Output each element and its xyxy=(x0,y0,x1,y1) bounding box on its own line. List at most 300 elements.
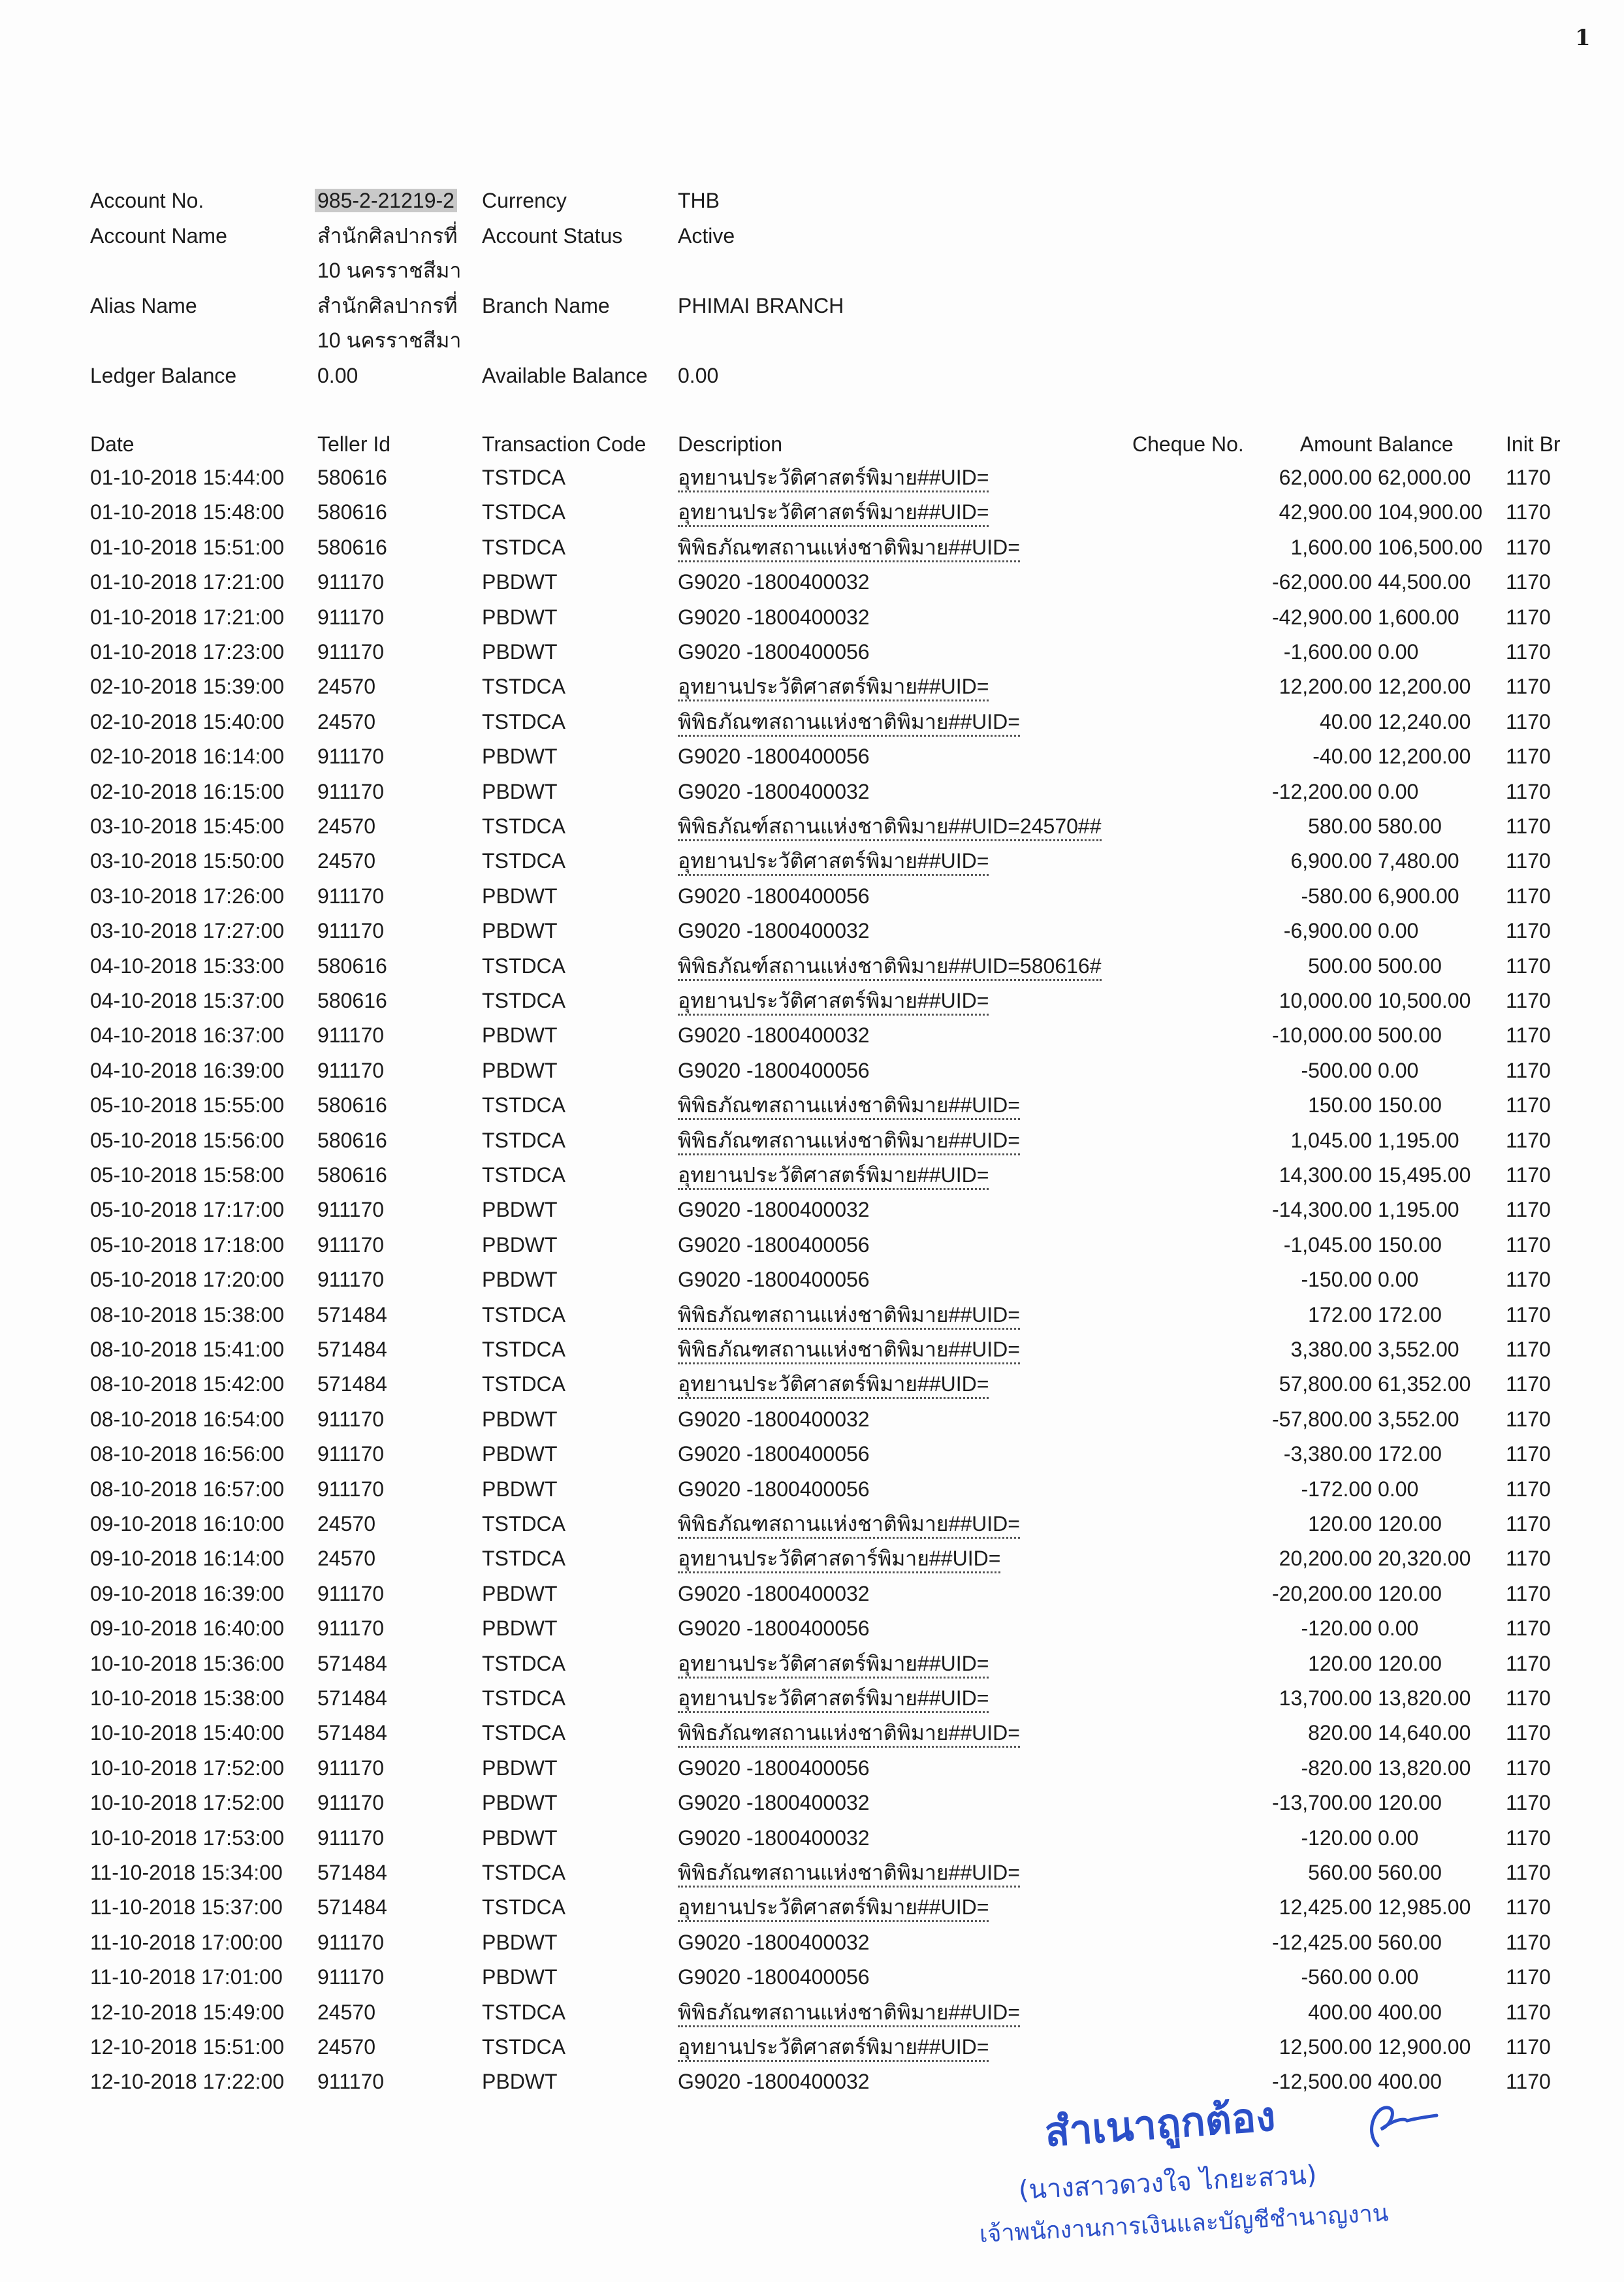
stamp-signer-name: (นางสาวดวงใจ ไกยะสวน) xyxy=(1017,2160,1318,2206)
cell-transaction-code: PBDWT xyxy=(482,1442,558,1466)
cell-date: 10-10-2018 15:38:00 xyxy=(90,1686,285,1710)
cell-teller-id: 911170 xyxy=(317,919,385,943)
cell-description xyxy=(678,953,1102,979)
cell-balance: 120.00 xyxy=(1378,1581,1442,1605)
cell-init-br: 1170 xyxy=(1506,1756,1551,1780)
cell-description: G9020 -1800400032 xyxy=(678,1825,870,1850)
cell-teller-id: 911170 xyxy=(317,1965,385,1989)
cell-date: 05-10-2018 15:56:00 xyxy=(90,1128,285,1152)
cell-teller-id: 911170 xyxy=(317,640,385,664)
description-text: อุทยานประวัติศาสตร์พิมาย##UID= xyxy=(678,1163,989,1190)
cell-teller-id: 24570 xyxy=(317,814,375,838)
alias-name-line2: 10 นครราชสีมา xyxy=(317,329,462,352)
page-number: 1 xyxy=(1575,25,1591,51)
cell-transaction-code: PBDWT xyxy=(482,1756,558,1780)
cell-balance: 3,552.00 xyxy=(1378,1338,1459,1361)
account-name-label: Account Name xyxy=(90,224,227,248)
cell-transaction-code: PBDWT xyxy=(482,1268,558,1292)
cell-balance: 12,985.00 xyxy=(1378,1895,1471,1920)
col-cheque: Cheque No. xyxy=(1132,432,1244,456)
cell-amount: -12,200.00 xyxy=(1271,779,1372,803)
cell-transaction-code: TSTDCA xyxy=(482,1372,565,1396)
cell-date: 12-10-2018 15:51:00 xyxy=(90,2035,285,2059)
cell-amount: 820.00 xyxy=(1308,1721,1372,1745)
cell-amount: 1,600.00 xyxy=(1290,535,1372,559)
cell-date: 08-10-2018 15:42:00 xyxy=(90,1372,285,1396)
cell-teller-id: 580616 xyxy=(317,1163,387,1187)
cell-transaction-code: PBDWT xyxy=(482,1198,558,1222)
cell-description xyxy=(678,2034,989,2060)
cell-amount: 13,700.00 xyxy=(1279,1686,1372,1710)
cell-init-br: 1170 xyxy=(1506,1581,1551,1605)
cell-balance: 400.00 xyxy=(1378,2000,1442,2024)
cell-teller-id: 571484 xyxy=(317,1338,387,1361)
cell-date: 12-10-2018 17:22:00 xyxy=(90,2070,285,2094)
cell-transaction-code: TSTDCA xyxy=(482,466,565,489)
cell-transaction-code: TSTDCA xyxy=(482,2000,565,2024)
cell-amount: -120.00 xyxy=(1301,1616,1372,1641)
cell-transaction-code: TSTDCA xyxy=(482,535,565,559)
cell-init-br: 1170 xyxy=(1506,1198,1551,1222)
account-no-label: Account No. xyxy=(90,189,204,212)
cell-date: 09-10-2018 16:14:00 xyxy=(90,1547,285,1571)
cell-balance: 150.00 xyxy=(1378,1093,1442,1117)
cell-amount: -20,200.00 xyxy=(1271,1581,1372,1605)
cell-teller-id: 580616 xyxy=(317,500,387,524)
cell-init-br: 1170 xyxy=(1506,1163,1551,1187)
cell-amount: -172.00 xyxy=(1301,1477,1372,1501)
cell-init-br: 1170 xyxy=(1506,2035,1551,2059)
cell-description xyxy=(678,499,989,525)
cell-description: G9020 -1800400032 xyxy=(678,1023,870,1048)
cell-teller-id: 571484 xyxy=(317,1861,387,1884)
cell-transaction-code: TSTDCA xyxy=(482,1163,565,1187)
description-text: อุทยานประวัติศาสตร์พิมาย##UID= xyxy=(678,500,989,527)
cell-amount: 62,000.00 xyxy=(1279,466,1372,489)
cell-balance: 13,820.00 xyxy=(1378,1756,1471,1780)
cell-teller-id: 571484 xyxy=(317,1651,387,1675)
cell-balance: 12,240.00 xyxy=(1378,709,1471,733)
cell-amount: -6,900.00 xyxy=(1283,919,1372,943)
cell-description: G9020 -1800400056 xyxy=(678,884,870,908)
cell-description xyxy=(678,1859,1020,1886)
cell-amount: -3,380.00 xyxy=(1283,1442,1372,1466)
cell-init-br: 1170 xyxy=(1506,1232,1551,1257)
cell-amount: -1,045.00 xyxy=(1283,1232,1372,1257)
cell-teller-id: 911170 xyxy=(317,1791,385,1815)
account-status: Active xyxy=(678,224,735,248)
cell-description: G9020 -1800400032 xyxy=(678,1198,870,1222)
cell-amount: 500.00 xyxy=(1308,954,1372,978)
cell-init-br: 1170 xyxy=(1506,884,1551,908)
cell-init-br: 1170 xyxy=(1506,466,1551,489)
cell-balance: 0.00 xyxy=(1378,1477,1419,1501)
cell-transaction-code: PBDWT xyxy=(482,1477,558,1501)
cell-date: 02-10-2018 15:39:00 xyxy=(90,675,285,699)
cell-date: 01-10-2018 15:51:00 xyxy=(90,535,285,559)
branch-name-label: Branch Name xyxy=(482,294,610,317)
cell-description xyxy=(678,988,989,1014)
description-text: อุทยานประวัติศาสดาร์พิมาย##UID= xyxy=(678,1547,1000,1573)
cell-description xyxy=(678,1894,989,1920)
cell-teller-id: 911170 xyxy=(317,1930,385,1954)
cell-date: 01-10-2018 15:48:00 xyxy=(90,500,285,524)
cell-transaction-code: PBDWT xyxy=(482,1616,558,1641)
cell-balance: 172.00 xyxy=(1378,1302,1442,1326)
col-description: Description xyxy=(678,432,783,456)
cell-transaction-code: TSTDCA xyxy=(482,1895,565,1920)
cell-teller-id: 580616 xyxy=(317,954,387,978)
cell-teller-id: 571484 xyxy=(317,1372,387,1396)
cell-amount: -40.00 xyxy=(1313,745,1372,769)
cell-balance: 6,900.00 xyxy=(1378,884,1459,908)
cell-balance: 13,820.00 xyxy=(1378,1686,1471,1710)
description-text: อุทยานประวัติศาสตร์พิมาย##UID= xyxy=(678,1652,989,1679)
cell-balance: 500.00 xyxy=(1378,954,1442,978)
cell-amount: 10,000.00 xyxy=(1279,989,1372,1012)
cell-teller-id: 911170 xyxy=(317,2070,385,2094)
col-amount: Amount xyxy=(1299,432,1372,456)
cell-transaction-code: TSTDCA xyxy=(482,709,565,733)
cell-teller-id: 911170 xyxy=(317,1442,385,1466)
cell-description xyxy=(678,464,989,490)
cell-date: 11-10-2018 15:34:00 xyxy=(90,1861,283,1884)
account-name-line2: 10 นครราชสีมา xyxy=(317,259,462,282)
cell-amount: -13,700.00 xyxy=(1271,1791,1372,1815)
cell-description xyxy=(678,1127,1020,1153)
cell-date: 08-10-2018 16:56:00 xyxy=(90,1442,285,1466)
cell-init-br: 1170 xyxy=(1506,1930,1551,1954)
cell-transaction-code: TSTDCA xyxy=(482,1093,565,1117)
cell-init-br: 1170 xyxy=(1506,1686,1551,1710)
cell-transaction-code: TSTDCA xyxy=(482,675,565,699)
cell-amount: 40.00 xyxy=(1319,709,1372,733)
cell-description: G9020 -1800400032 xyxy=(678,1581,870,1605)
cell-balance: 0.00 xyxy=(1378,1616,1419,1641)
cell-transaction-code: PBDWT xyxy=(482,2070,558,2094)
cell-amount: -12,500.00 xyxy=(1271,2070,1372,2094)
cell-balance: 0.00 xyxy=(1378,640,1419,664)
cell-description xyxy=(678,1999,1020,2025)
cell-balance: 61,352.00 xyxy=(1378,1372,1471,1396)
cell-transaction-code: PBDWT xyxy=(482,745,558,769)
cell-balance: 150.00 xyxy=(1378,1232,1442,1257)
cell-balance: 0.00 xyxy=(1378,1058,1419,1082)
cell-description: G9020 -1800400032 xyxy=(678,919,870,943)
cell-transaction-code: TSTDCA xyxy=(482,1651,565,1675)
cell-description: G9020 -1800400032 xyxy=(678,779,870,803)
cell-date: 04-10-2018 16:39:00 xyxy=(90,1058,285,1082)
description-text: พิพิธภัณฑสถานแห่งชาติพิมาย##UID= xyxy=(678,1861,1020,1888)
col-balance: Balance xyxy=(1378,432,1454,456)
cell-date: 10-10-2018 17:52:00 xyxy=(90,1791,285,1815)
cell-init-br: 1170 xyxy=(1506,1965,1551,1989)
cell-date: 08-10-2018 15:38:00 xyxy=(90,1302,285,1326)
description-text: อุทยานประวัติศาสตร์พิมาย##UID= xyxy=(678,675,989,701)
cell-description: G9020 -1800400056 xyxy=(678,1616,870,1641)
cell-teller-id: 571484 xyxy=(317,1302,387,1326)
description-text: อุทยานประวัติศาสตร์พิมาย##UID= xyxy=(678,2035,989,2062)
cell-date: 11-10-2018 17:00:00 xyxy=(90,1930,283,1954)
cell-init-br: 1170 xyxy=(1506,989,1551,1012)
cell-balance: 1,195.00 xyxy=(1378,1198,1459,1222)
cell-init-br: 1170 xyxy=(1506,1861,1551,1884)
cell-amount: -580.00 xyxy=(1301,884,1372,908)
cell-balance: 12,900.00 xyxy=(1378,2035,1471,2059)
cell-teller-id: 911170 xyxy=(317,1407,385,1431)
cell-transaction-code: TSTDCA xyxy=(482,1512,565,1535)
cell-init-br: 1170 xyxy=(1506,745,1551,769)
cell-teller-id: 911170 xyxy=(317,1023,385,1048)
cell-init-br: 1170 xyxy=(1506,570,1551,594)
cell-transaction-code: TSTDCA xyxy=(482,1338,565,1361)
cell-date: 02-10-2018 15:40:00 xyxy=(90,709,285,733)
col-code: Transaction Code xyxy=(482,432,646,456)
description-text: พิพิธภัณฑสถานแห่งชาติพิมาย##UID= xyxy=(678,2001,1020,2027)
cell-init-br: 1170 xyxy=(1506,1721,1551,1745)
cell-balance: 1,195.00 xyxy=(1378,1128,1459,1152)
cell-description xyxy=(678,1336,1020,1362)
cell-teller-id: 580616 xyxy=(317,1128,387,1152)
cell-amount: 120.00 xyxy=(1308,1512,1372,1535)
cell-description: G9020 -1800400032 xyxy=(678,605,870,629)
cell-amount: 580.00 xyxy=(1308,814,1372,838)
cell-amount: -14,300.00 xyxy=(1271,1198,1372,1222)
cell-amount: -150.00 xyxy=(1301,1268,1372,1292)
cell-date: 08-10-2018 16:57:00 xyxy=(90,1477,285,1501)
cell-balance: 120.00 xyxy=(1378,1512,1442,1535)
cell-init-br: 1170 xyxy=(1506,1268,1551,1292)
cell-transaction-code: TSTDCA xyxy=(482,1686,565,1710)
cell-init-br: 1170 xyxy=(1506,605,1551,629)
cell-teller-id: 24570 xyxy=(317,709,375,733)
cell-date: 02-10-2018 16:14:00 xyxy=(90,745,285,769)
cell-amount: 120.00 xyxy=(1308,1651,1372,1675)
account-name-line1: สำนักศิลปากรที่ xyxy=(317,224,458,248)
cell-teller-id: 571484 xyxy=(317,1686,387,1710)
cell-teller-id: 911170 xyxy=(317,570,385,594)
cell-transaction-code: TSTDCA xyxy=(482,2035,565,2059)
cell-balance: 14,640.00 xyxy=(1378,1721,1471,1745)
description-text: พิพิธภัณฑสถานแห่งชาติพิมาย##UID= xyxy=(678,1303,1020,1330)
cell-description xyxy=(678,1302,1020,1328)
cell-transaction-code: TSTDCA xyxy=(482,1547,565,1571)
cell-init-br: 1170 xyxy=(1506,919,1551,943)
cell-date: 04-10-2018 16:37:00 xyxy=(90,1023,285,1048)
description-text: พิพิธภัณฑสถานแห่งชาติพิมาย##UID= xyxy=(678,1721,1020,1748)
cell-transaction-code: TSTDCA xyxy=(482,849,565,873)
cell-teller-id: 24570 xyxy=(317,2035,375,2059)
cell-init-br: 1170 xyxy=(1506,814,1551,838)
cell-teller-id: 911170 xyxy=(317,1477,385,1501)
cell-init-br: 1170 xyxy=(1506,2000,1551,2024)
cell-description: G9020 -1800400032 xyxy=(678,2070,870,2094)
cell-date: 05-10-2018 17:17:00 xyxy=(90,1198,285,1222)
description-text: อุทยานประวัติศาสตร์พิมาย##UID= xyxy=(678,989,989,1016)
cell-date: 05-10-2018 17:18:00 xyxy=(90,1232,285,1257)
cell-description xyxy=(678,1545,1000,1571)
cell-date: 08-10-2018 15:41:00 xyxy=(90,1338,285,1361)
cell-description: G9020 -1800400056 xyxy=(678,1058,870,1082)
cell-init-br: 1170 xyxy=(1506,1651,1551,1675)
cell-balance: 106,500.00 xyxy=(1378,535,1483,559)
ledger-balance: 0.00 xyxy=(317,364,358,387)
description-text: อุทยานประวัติศาสตร์พิมาย##UID= xyxy=(678,1686,989,1713)
cell-init-br: 1170 xyxy=(1506,1895,1551,1920)
cell-teller-id: 911170 xyxy=(317,1268,385,1292)
cell-amount: 6,900.00 xyxy=(1290,849,1372,873)
cell-date: 03-10-2018 17:27:00 xyxy=(90,919,285,943)
cell-date: 11-10-2018 15:37:00 xyxy=(90,1895,283,1920)
description-text: อุทยานประวัติศาสตร์พิมาย##UID= xyxy=(678,849,989,876)
cell-teller-id: 911170 xyxy=(317,745,385,769)
cell-teller-id: 571484 xyxy=(317,1895,387,1920)
description-text: พิพิธภัณฑสถานแห่งชาติพิมาย##UID= xyxy=(678,1338,1020,1364)
cell-description xyxy=(678,848,989,874)
account-no-value: 985-2-21219-2 xyxy=(315,189,457,212)
cell-balance: 560.00 xyxy=(1378,1861,1442,1884)
cell-amount: 20,200.00 xyxy=(1279,1547,1372,1571)
cell-balance: 400.00 xyxy=(1378,2070,1442,2094)
ledger-balance-label: Ledger Balance xyxy=(90,364,237,387)
cell-transaction-code: TSTDCA xyxy=(482,1721,565,1745)
cell-amount: -42,900.00 xyxy=(1271,605,1372,629)
cell-date: 09-10-2018 16:39:00 xyxy=(90,1581,285,1605)
cell-teller-id: 580616 xyxy=(317,466,387,489)
cell-description: G9020 -1800400032 xyxy=(678,1407,870,1431)
cell-teller-id: 580616 xyxy=(317,1093,387,1117)
cell-description xyxy=(678,709,1020,735)
cell-date: 05-10-2018 15:55:00 xyxy=(90,1093,285,1117)
cell-date: 03-10-2018 15:50:00 xyxy=(90,849,285,873)
cell-balance: 12,200.00 xyxy=(1378,675,1471,699)
alias-name-label: Alias Name xyxy=(90,294,197,317)
cell-description: G9020 -1800400056 xyxy=(678,1268,870,1292)
cell-init-br: 1170 xyxy=(1506,1128,1551,1152)
cell-teller-id: 911170 xyxy=(317,1825,385,1850)
cell-teller-id: 911170 xyxy=(317,1581,385,1605)
cell-description xyxy=(678,1511,1020,1537)
cell-transaction-code: TSTDCA xyxy=(482,1128,565,1152)
cell-date: 05-10-2018 15:58:00 xyxy=(90,1163,285,1187)
signature-icon xyxy=(1358,2100,1443,2152)
cell-init-br: 1170 xyxy=(1506,640,1551,664)
stamp-signer-position: เจ้าพนักงานการเงินและบัญชีชำนาญงาน xyxy=(978,2200,1390,2248)
cell-amount: 400.00 xyxy=(1308,2000,1372,2024)
cell-balance: 7,480.00 xyxy=(1378,849,1459,873)
cell-init-br: 1170 xyxy=(1506,1023,1551,1048)
cell-description: G9020 -1800400056 xyxy=(678,1477,870,1501)
description-text: พิพิธภัณฑ์สถานแห่งชาติพิมาย##UID=24570## xyxy=(678,814,1102,841)
cell-init-br: 1170 xyxy=(1506,535,1551,559)
cell-teller-id: 580616 xyxy=(317,535,387,559)
cell-amount: 1,045.00 xyxy=(1290,1128,1372,1152)
cell-amount: 3,380.00 xyxy=(1290,1338,1372,1361)
cell-init-br: 1170 xyxy=(1506,779,1551,803)
cell-description xyxy=(678,1685,989,1711)
cell-balance: 0.00 xyxy=(1378,1268,1419,1292)
cell-description: G9020 -1800400056 xyxy=(678,1232,870,1257)
cell-balance: 0.00 xyxy=(1378,779,1419,803)
cell-amount: 14,300.00 xyxy=(1279,1163,1372,1187)
cell-description: G9020 -1800400056 xyxy=(678,640,870,664)
cell-balance: 580.00 xyxy=(1378,814,1442,838)
cell-balance: 1,600.00 xyxy=(1378,605,1459,629)
cell-date: 01-10-2018 15:44:00 xyxy=(90,466,285,489)
cell-teller-id: 911170 xyxy=(317,1058,385,1082)
cell-description xyxy=(678,1650,989,1677)
cell-balance: 500.00 xyxy=(1378,1023,1442,1048)
cell-date: 05-10-2018 17:20:00 xyxy=(90,1268,285,1292)
cell-balance: 104,900.00 xyxy=(1378,500,1483,524)
cell-transaction-code: PBDWT xyxy=(482,1023,558,1048)
currency-label: Currency xyxy=(482,189,567,212)
cell-description: G9020 -1800400056 xyxy=(678,1756,870,1780)
cell-balance: 120.00 xyxy=(1378,1791,1442,1815)
cell-init-br: 1170 xyxy=(1506,849,1551,873)
cell-description xyxy=(678,673,989,699)
cell-teller-id: 911170 xyxy=(317,884,385,908)
cell-init-br: 1170 xyxy=(1506,709,1551,733)
cell-transaction-code: PBDWT xyxy=(482,605,558,629)
cell-balance: 0.00 xyxy=(1378,919,1419,943)
cell-amount: -1,600.00 xyxy=(1283,640,1372,664)
cell-balance: 560.00 xyxy=(1378,1930,1442,1954)
cell-balance: 0.00 xyxy=(1378,1825,1419,1850)
cell-init-br: 1170 xyxy=(1506,1093,1551,1117)
cell-amount: 150.00 xyxy=(1308,1093,1372,1117)
cell-date: 03-10-2018 17:26:00 xyxy=(90,884,285,908)
cell-amount: -62,000.00 xyxy=(1271,570,1372,594)
cell-transaction-code: PBDWT xyxy=(482,1232,558,1257)
cell-init-br: 1170 xyxy=(1506,1791,1551,1815)
cell-date: 09-10-2018 16:10:00 xyxy=(90,1512,285,1535)
cell-description xyxy=(678,813,1102,839)
cell-amount: 12,200.00 xyxy=(1279,675,1372,699)
description-text: พิพิธภัณฑสถานแห่งชาติพิมาย##UID= xyxy=(678,1129,1020,1155)
cell-amount: -500.00 xyxy=(1301,1058,1372,1082)
cell-transaction-code: PBDWT xyxy=(482,884,558,908)
cell-amount: -120.00 xyxy=(1301,1825,1372,1850)
description-text: พิพิธภัณฑสถานแห่งชาติพิมาย##UID= xyxy=(678,1512,1020,1539)
cell-description xyxy=(678,1092,1020,1118)
cell-amount: 560.00 xyxy=(1308,1861,1372,1884)
cell-date: 10-10-2018 17:52:00 xyxy=(90,1756,285,1780)
cell-teller-id: 571484 xyxy=(317,1721,387,1745)
cell-teller-id: 911170 xyxy=(317,1756,385,1780)
cell-init-br: 1170 xyxy=(1506,500,1551,524)
alias-name-line1: สำนักศิลปากรที่ xyxy=(317,294,458,317)
cell-transaction-code: TSTDCA xyxy=(482,814,565,838)
cell-transaction-code: TSTDCA xyxy=(482,1861,565,1884)
cell-transaction-code: TSTDCA xyxy=(482,989,565,1012)
available-balance: 0.00 xyxy=(678,364,719,387)
cell-transaction-code: PBDWT xyxy=(482,1407,558,1431)
cell-amount: 12,425.00 xyxy=(1279,1895,1372,1920)
cell-description: G9020 -1800400032 xyxy=(678,570,870,594)
cell-transaction-code: TSTDCA xyxy=(482,500,565,524)
cell-amount: -57,800.00 xyxy=(1271,1407,1372,1431)
cell-transaction-code: PBDWT xyxy=(482,1930,558,1954)
cell-teller-id: 911170 xyxy=(317,779,385,803)
cell-amount: 57,800.00 xyxy=(1279,1372,1372,1396)
cell-teller-id: 911170 xyxy=(317,605,385,629)
cell-date: 02-10-2018 16:15:00 xyxy=(90,779,285,803)
cell-date: 10-10-2018 15:36:00 xyxy=(90,1651,285,1675)
description-text: อุทยานประวัติศาสตร์พิมาย##UID= xyxy=(678,1372,989,1399)
cell-description: G9020 -1800400056 xyxy=(678,1442,870,1466)
cell-balance: 20,320.00 xyxy=(1378,1547,1471,1571)
